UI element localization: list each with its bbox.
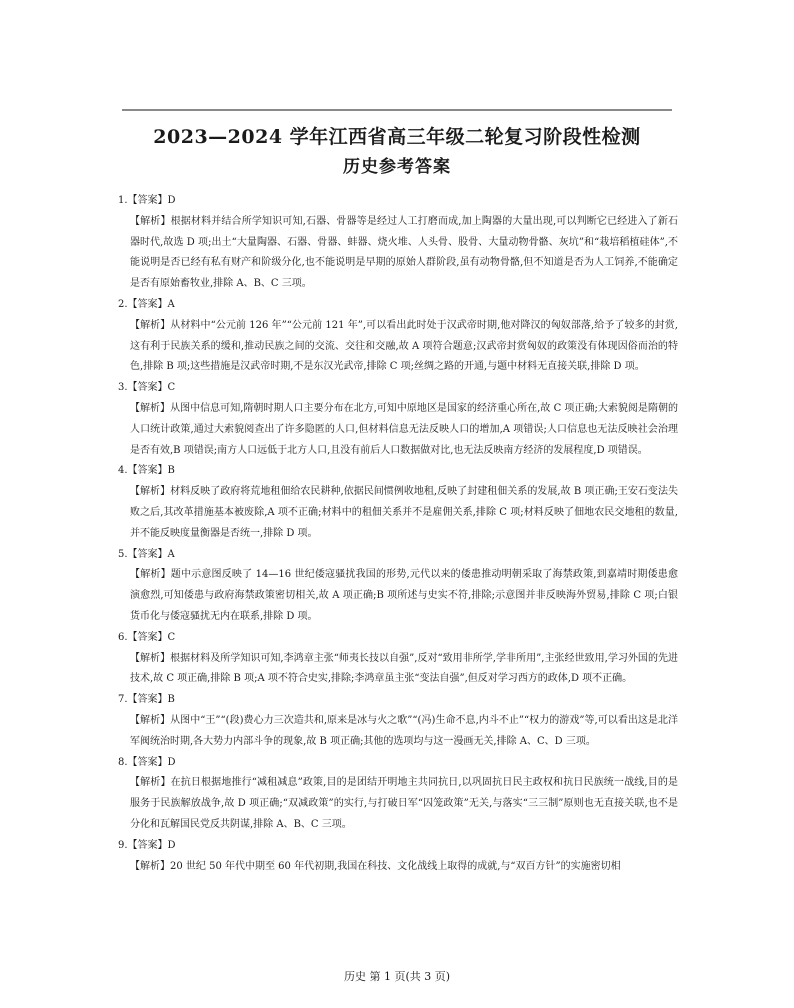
answer-item-7 bbox=[118, 690, 678, 752]
answer-label: 【答案】B bbox=[127, 465, 175, 477]
answer-label: 【答案】A bbox=[127, 548, 175, 560]
answer-line bbox=[118, 545, 678, 566]
question-number: 8. bbox=[118, 756, 128, 768]
question-number: 4. bbox=[118, 465, 128, 477]
answer-item-2 bbox=[118, 295, 678, 378]
question-number: 5. bbox=[118, 548, 128, 560]
header-rule bbox=[122, 109, 672, 111]
answer-item-1 bbox=[118, 191, 678, 295]
analysis-text: 【解析】材料反映了政府将荒地租佃给农民耕种,依据民间惯例收地租,反映了封建租佃关系的发展,故 B 项正确;王安石变法失败之后,其改革措施基本被废除,A 项不正确;材料中的租佃关系并不是雇佣关系,排除 C 项;材料反映了佃地农民交地租的数量,并不能反映度量衡器是否统一,排除 D 项。 bbox=[130, 486, 678, 539]
analysis-text: 【解析】题中示意图反映了 14—16 世纪倭寇骚扰我国的形势,元代以来的倭患推动明朝采取了海禁政策,到嘉靖时期倭患愈演愈烈,可知倭患与政府海禁政策密切相关,故 A 项正确;B 项所述与史实不符,排除;示意图并非反映海外贸易,排除 C 项;白银货币化与倭寇骚扰无内在联系,排除 D 项。 bbox=[130, 569, 678, 622]
analysis-text: 【解析】根据材料及所学知识可知,李鸿章主张“师夷长技以自强”,反对“致用非所学,学非所用”,主张经世致用,学习外国的先进技术,故 C 项正确,排除 B 项;A 项不符合史实,排除;李鸿章虽主张“变法自强”,但反对学习西方的政体,D 项不正确。 bbox=[130, 652, 678, 685]
answer-item-5 bbox=[118, 545, 678, 628]
answer-label: 【答案】A bbox=[127, 298, 175, 310]
page-footer: 历史 第 1 页(共 3 页) bbox=[343, 970, 451, 983]
answer-item-3 bbox=[118, 378, 678, 461]
question-number: 2. bbox=[118, 298, 128, 310]
answer-line bbox=[118, 836, 678, 857]
analysis-text: 【解析】20 世纪 50 年代中期至 60 年代初期,我国在科技、文化战线上取得的成就,与“双百方针”的实施密切相 bbox=[130, 860, 621, 872]
answer-line bbox=[118, 753, 678, 774]
answer-list bbox=[118, 191, 678, 877]
question-number: 7. bbox=[118, 694, 128, 706]
answer-label: 【答案】C bbox=[127, 382, 176, 394]
answer-label: 【答案】B bbox=[127, 694, 175, 706]
answer-line bbox=[118, 628, 678, 649]
answer-item-6 bbox=[118, 628, 678, 690]
analysis-text: 【解析】在抗日根据地推行“减租减息”政策,目的是团结开明地主共同抗日,以巩固抗日民主政权和抗日民族统一战线,目的是服务于民族解放战争,故 D 项正确;“双减政策”的实行,与打破日军“囚笼政策”无关,与落实“三三制”原则也无直接关联,也不是分化和瓦解国民党反共阴谋,排除 A、B、C 三项。 bbox=[130, 777, 678, 830]
analysis-text: 【解析】根据材料并结合所学知识可知,石器、骨器等是经过人工打磨而成,加上陶器的大量出现,可以判断它已经进入了新石器时代,故选 D 项;出土“大量陶器、石器、骨器、蚌器、烧火堆、人头骨、股骨、大量动物骨骼、灰坑”和“栽培稻植硅体”,不能说明是否已经有私有财产和阶级分化,也不能说明是早期的原始人群阶段,虽有动物骨骼,但不知道是否为人工饲养,不能确定是否有原始畜牧业,排除 A、B、C 三项。 bbox=[130, 215, 678, 290]
page-title: 2023—2024 学年江西省高三年级二轮复习阶段性检测 bbox=[153, 126, 641, 148]
analysis-text: 【解析】从图中信息可知,隋朝时期人口主要分布在北方,可知中原地区是国家的经济重心所在,故 C 项正确;大索貌阅是隋朝的人口统计政策,通过大索貌阅查出了许多隐匿的人口,但材料信息无法反映人口的增加,A 项错误;人口信息也无法反映社会治理是否有效,B 项错误;南方人口远低于北方人口,且没有前后人口数据做对比,也无法反映南方经济的发展程度,D 项错误。 bbox=[130, 402, 678, 456]
answer-line bbox=[118, 295, 678, 316]
question-number: 6. bbox=[118, 631, 128, 643]
answer-item-4 bbox=[118, 461, 678, 544]
answer-label: 【答案】D bbox=[127, 839, 176, 851]
answer-line bbox=[118, 378, 678, 399]
answer-line bbox=[118, 461, 678, 482]
answer-label: 【答案】C bbox=[127, 631, 176, 643]
question-number: 3. bbox=[118, 382, 128, 394]
answer-item-8 bbox=[118, 753, 678, 836]
answer-label: 【答案】D bbox=[127, 756, 176, 768]
answer-line bbox=[118, 690, 678, 711]
answer-item-9 bbox=[118, 836, 678, 878]
answer-line bbox=[118, 191, 678, 212]
analysis-text: 【解析】从材料中“公元前 126 年”“公元前 121 年”,可以看出此时处于汉武帝时期,他对降汉的匈奴部落,给予了较多的封赏,这有利于民族关系的缓和,推动民族之间的交流、交往和交融,故 A 项符合题意;汉武帝封赏匈奴的政策没有体现因俗而治的特色,排除 B 项;这些措施是汉武帝时期,不是东汉光武帝,排除 C 项;丝绸之路的开通,与题中材料无直接关联,排除 D 项。 bbox=[130, 319, 678, 373]
analysis-text: 【解析】从图中“王”“(段)费心力三次造共和,原来是冰与火之歌”“(冯)生命不息,内斗不止”“权力的游戏”等,可以看出这是北洋军阀统治时期,各大势力内部斗争的现象,故 B 项正确;其他的选项均与这一漫画无关,排除 A、C、D 三项。 bbox=[130, 714, 678, 747]
answer-label: 【答案】D bbox=[127, 195, 176, 206]
question-number: 9. bbox=[118, 839, 128, 851]
question-number: 1. bbox=[118, 195, 128, 206]
page-subtitle: 历史参考答案 bbox=[343, 157, 451, 177]
